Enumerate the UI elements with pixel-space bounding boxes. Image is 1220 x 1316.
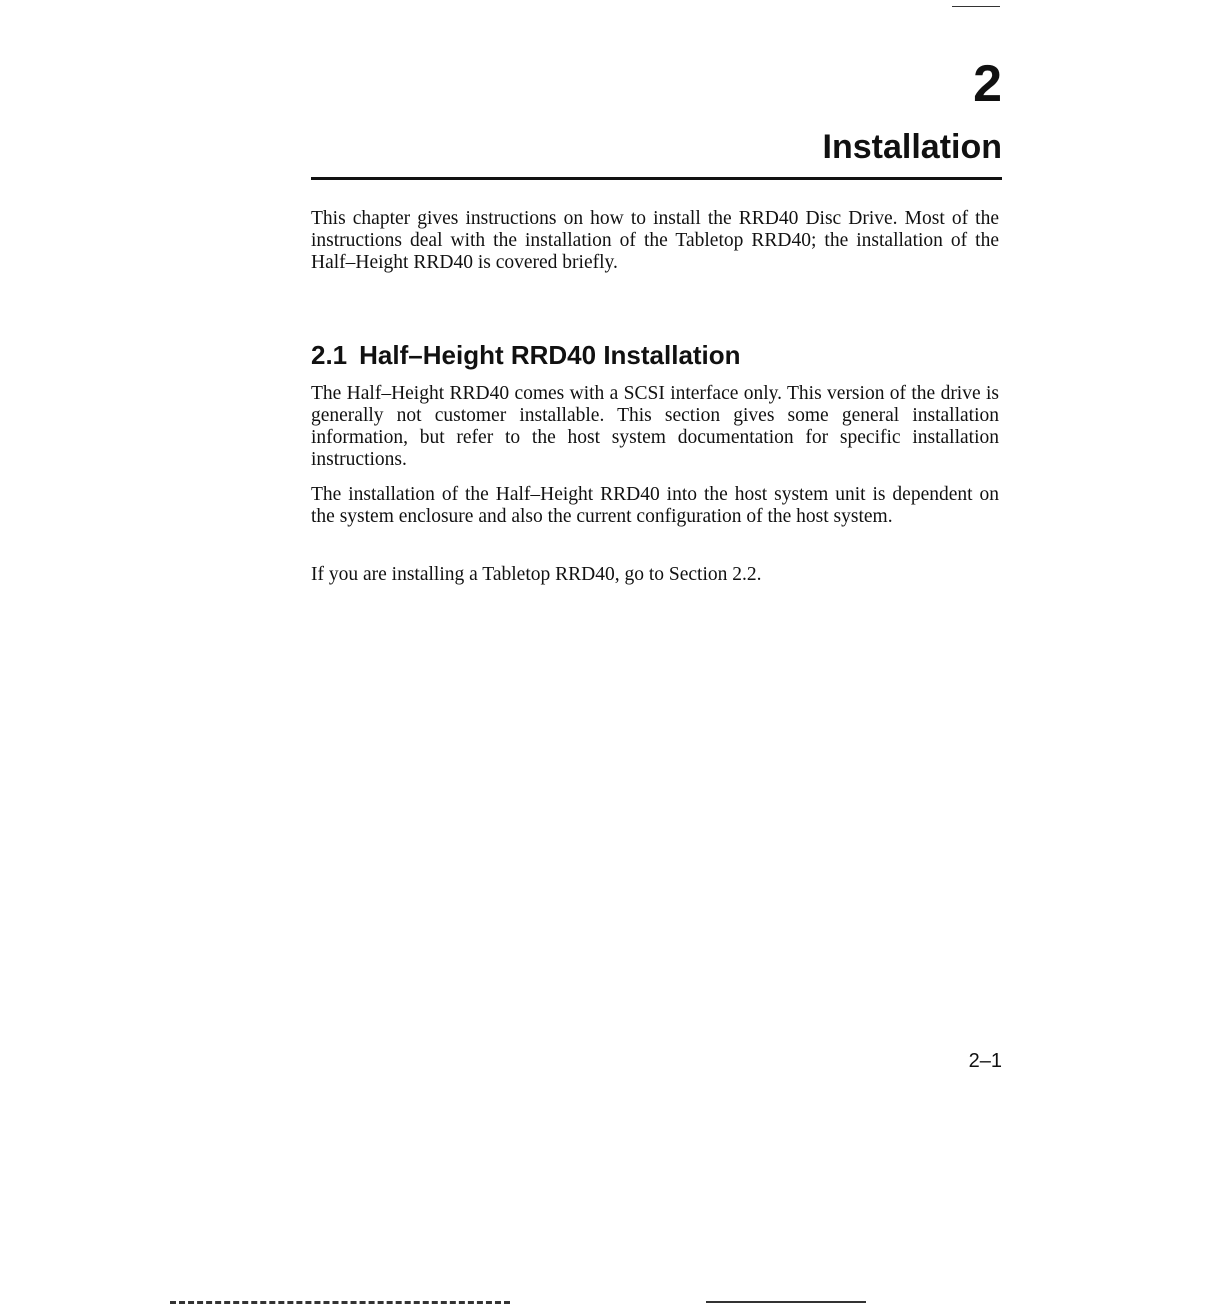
scan-artifact-top [952, 6, 1000, 7]
intro-paragraph: This chapter gives instructions on how to install the RRD40 Disc Drive. Most of the instructions deal with the installation of the Tabletop RRD40; the installation of the Half–Height RRD40 is covered briefly. [311, 208, 999, 273]
page-number: 2–1 [968, 1050, 1002, 1072]
section-paragraph-3: If you are installing a Tabletop RRD40, go to Section 2.2. [311, 564, 762, 585]
section-paragraph-1: The Half–Height RRD40 comes with a SCSI interface only. This version of the drive is generally not customer installable. This section gives some general installation information, but refer to the host system documentation for specific installation instructions. [311, 383, 999, 470]
scan-artifact-bottom-right [706, 1301, 866, 1303]
section-title: Half–Height RRD40 Installation [359, 340, 741, 370]
chapter-title-rule [311, 177, 1002, 180]
section-number: 2.1 [311, 340, 348, 370]
section-paragraph-2: The installation of the Half–Height RRD40 into the host system unit is dependent on the system enclosure and also the current configuration of the host system. [311, 484, 999, 527]
scan-artifact-bottom-left [170, 1301, 510, 1304]
chapter-title: Installation [822, 128, 1002, 166]
section-heading [311, 340, 741, 371]
chapter-number: 2 [973, 55, 1002, 113]
